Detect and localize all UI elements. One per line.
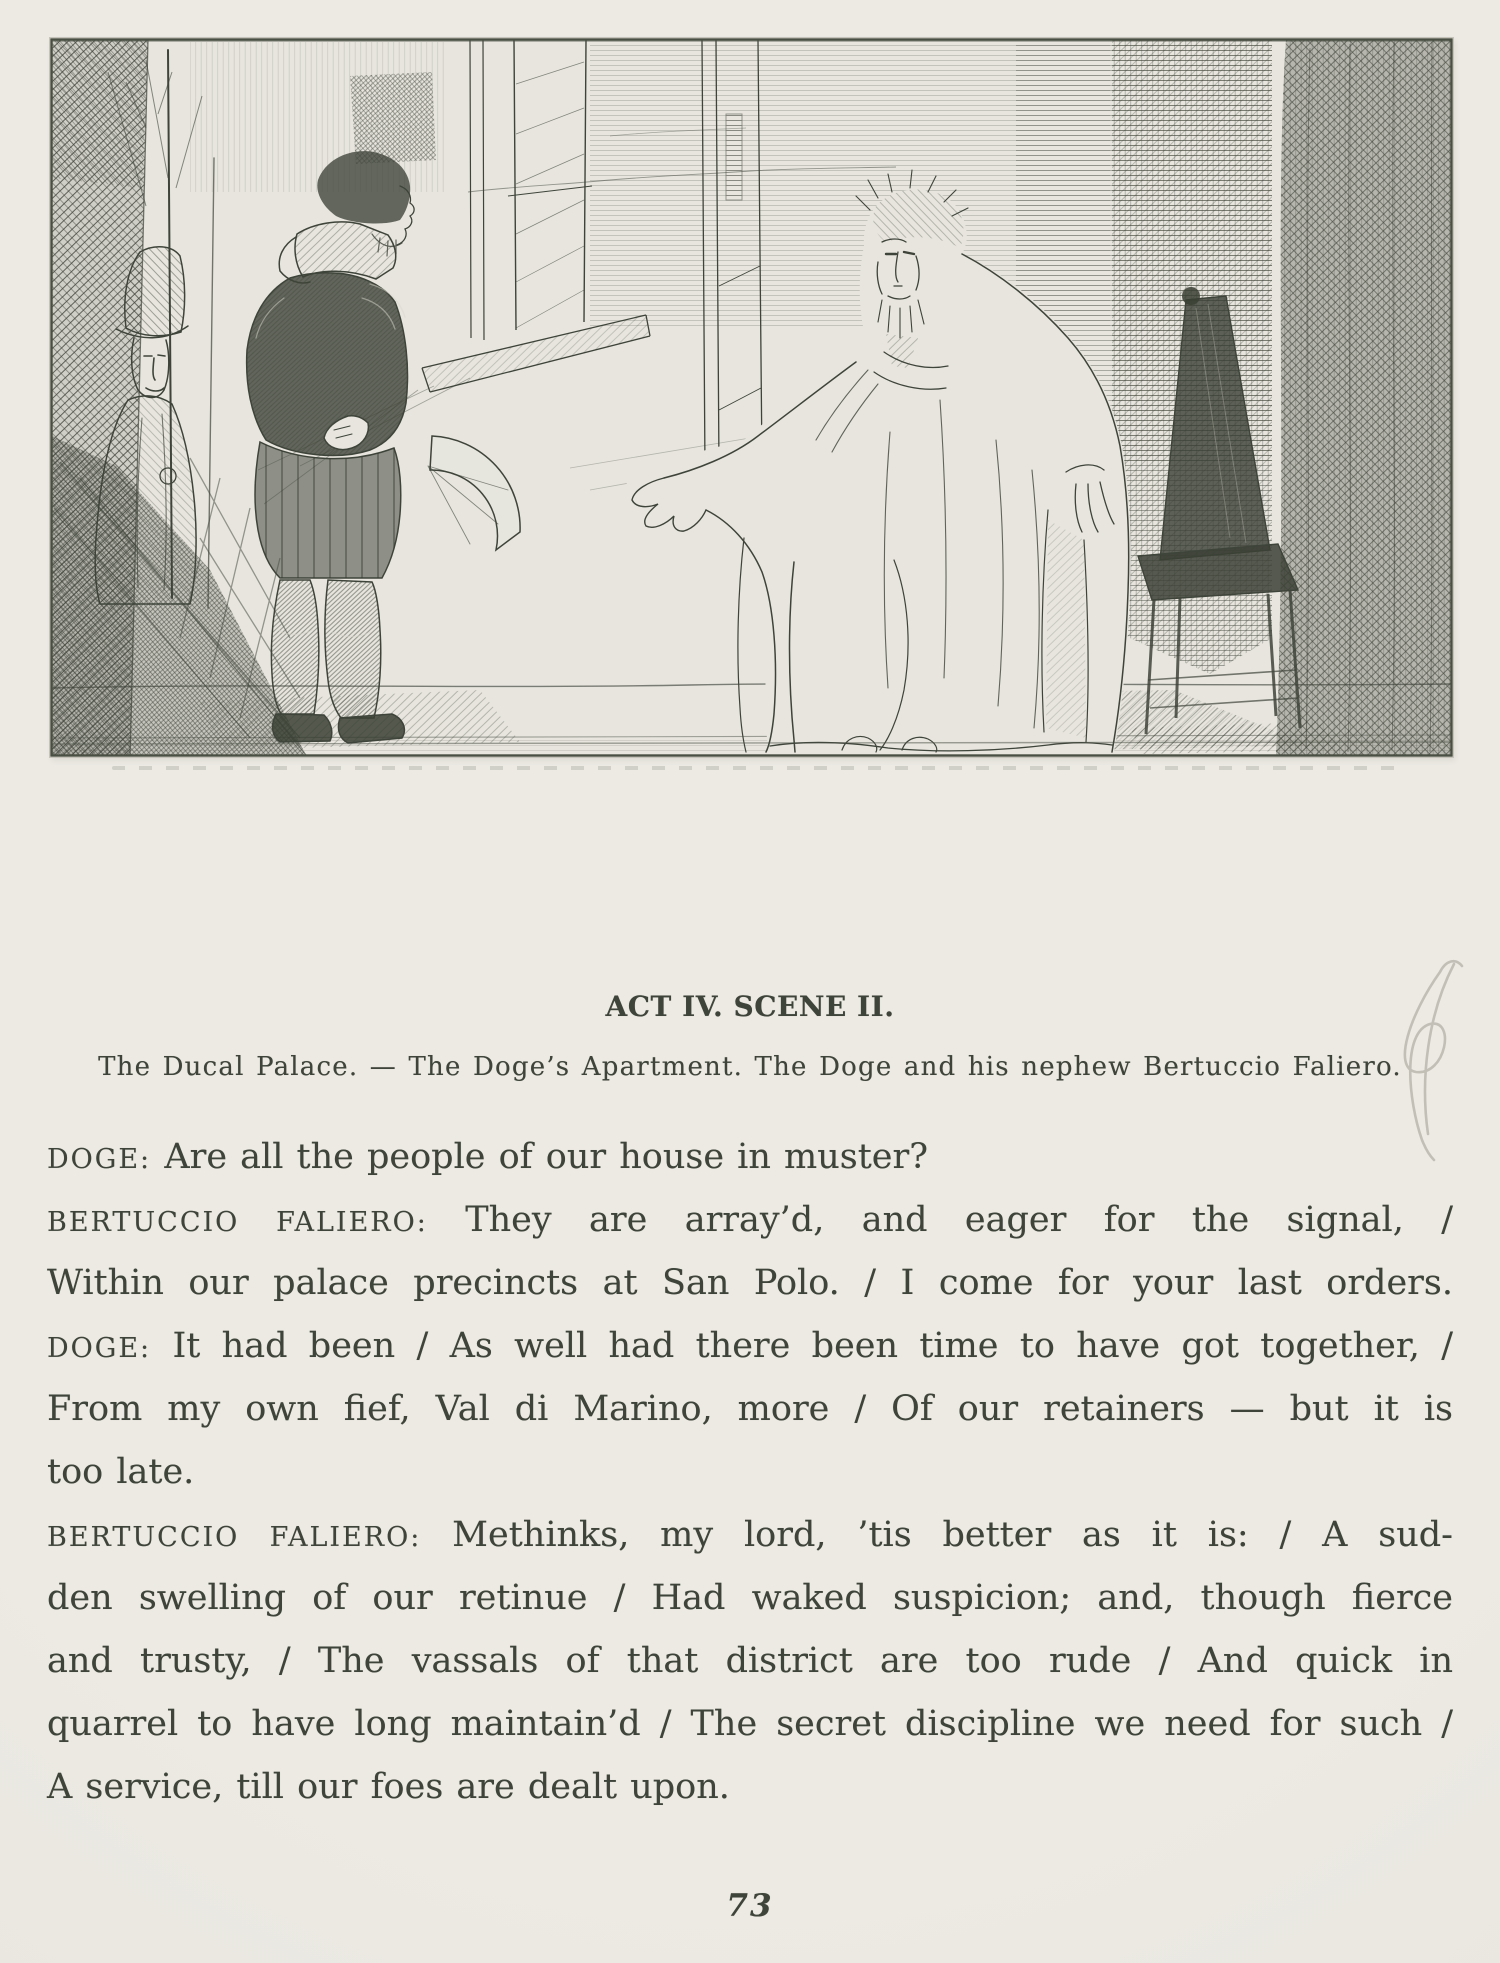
act-scene-heading: ACT IV. SCENE II.	[605, 990, 895, 1023]
speaker-label: DOGE:	[47, 1144, 152, 1175]
speaker-label: BERTUCCIO FALIERO:	[47, 1207, 428, 1238]
speaker-label: DOGE:	[47, 1333, 152, 1364]
speaker-label: BERTUCCIO FALIERO:	[47, 1522, 422, 1553]
dialogue-line: too late.	[47, 1452, 195, 1492]
dialogue	[47, 1126, 1453, 1819]
dialogue-line: BERTUCCIO FALIERO: They are array’d, and eager for the signal, /	[47, 1200, 1453, 1240]
dialogue-line: DOGE: Are all the people of our house in muster?	[47, 1137, 929, 1177]
right-curtain	[1276, 40, 1451, 755]
dialogue-line: From my own fief, Val di Marino, more / Of our retainers — but it is	[47, 1389, 1453, 1429]
stage-direction: The Ducal Palace. — The Doge’s Apartment. The Doge and his nephew Bertuccio Faliero.	[98, 1052, 1402, 1082]
dialogue-line: den swelling of our retinue / Had waked suspicion; and, though fierce	[47, 1578, 1453, 1618]
dialogue-line: and trusty, / The vassals of that district are too rude / And quick in	[47, 1641, 1453, 1681]
dialogue-line: quarrel to have long maintain’d / The secret discipline we need for such /	[47, 1704, 1453, 1744]
dialogue-line: A service, till our foes are dealt upon.	[47, 1767, 730, 1807]
plate-smudge	[112, 766, 1400, 770]
page-number: 73	[726, 1888, 774, 1924]
illustration-plate	[50, 38, 1453, 757]
dialogue-line: Within our palace precincts at San Polo. / I come for your last orders.	[47, 1263, 1453, 1303]
dialogue-line: DOGE: It had been / As well had there been time to have got together, /	[47, 1326, 1453, 1366]
dialogue-line: BERTUCCIO FALIERO: Methinks, my lord, ’tis better as it is: / A sud-	[47, 1515, 1453, 1555]
etching-illustration	[50, 38, 1453, 757]
